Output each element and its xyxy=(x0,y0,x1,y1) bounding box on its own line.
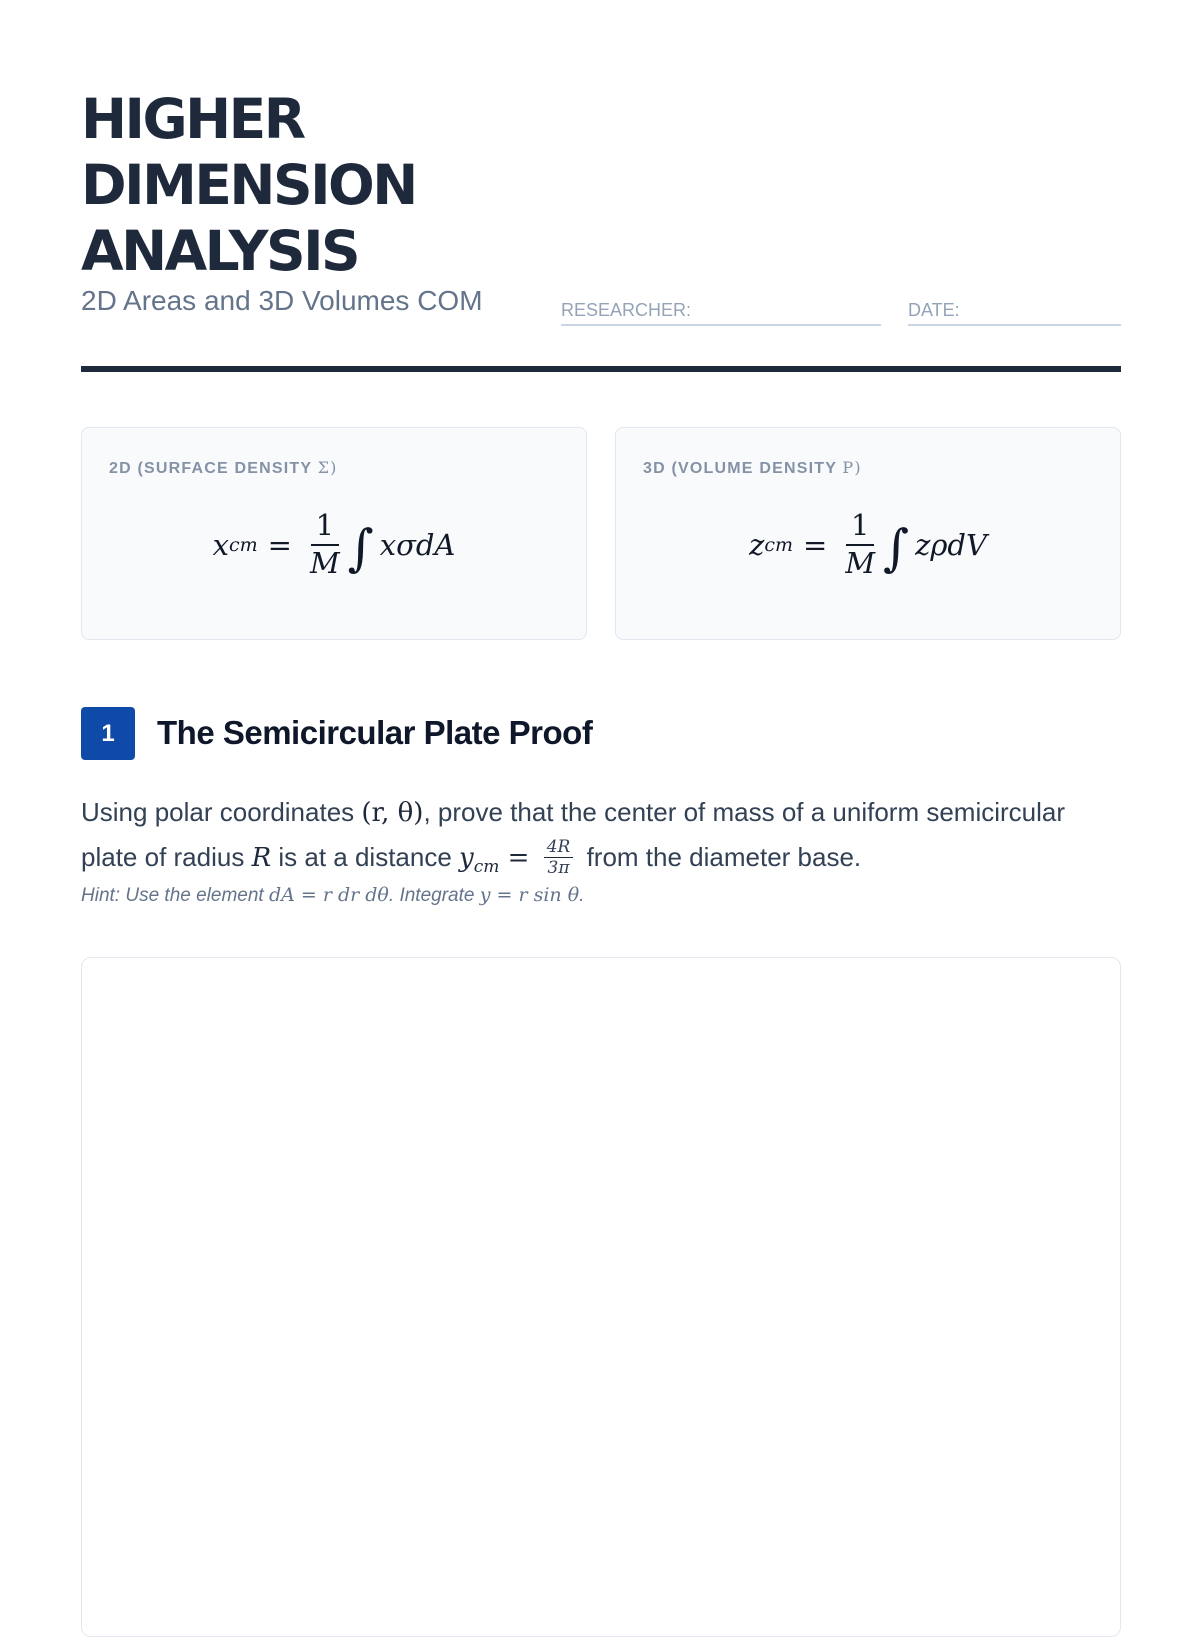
section-title: The Semicircular Plate Proof xyxy=(157,714,593,751)
researcher-field[interactable] xyxy=(561,294,881,326)
formula-fraction: $\frac{1}{M}$ xyxy=(845,508,876,580)
formula-integrand: zρdV xyxy=(915,527,987,562)
formula-lhs-var: z xyxy=(749,527,765,562)
surface-density-label: 2D (SURFACE DENSITY Σ) xyxy=(109,458,338,477)
surface-com-formula: x cm = $\frac{1}{M}$ ∫ xσdA xyxy=(212,508,456,580)
formula-lhs-var: x xyxy=(212,527,229,562)
answer-work-area[interactable] xyxy=(81,957,1121,1637)
header-divider xyxy=(81,366,1121,372)
volume-density-label: 3D (VOLUME DENSITY P) xyxy=(643,458,862,477)
formula-lhs-sub: cm xyxy=(764,533,794,556)
problem-statement: Using polar coordinates (r, θ), prove that the center of mass of a uniform semicircular plate of radius R is at a distance $y_{cm}$ = $\frac{4R}{3\pi}$ from the diameter base. xyxy=(81,797,1066,878)
answer-fraction: $\frac{4R}{3\pi}$ xyxy=(544,838,574,877)
integral-sign: ∫ xyxy=(347,518,374,577)
page-title: HIGHER DIMENSION ANALYSIS xyxy=(81,87,416,283)
volume-density-card xyxy=(615,427,1121,640)
hint-text: Hint: Use the element dA = r dr dθ. Integrate y = r sin θ. xyxy=(81,884,585,906)
volume-com-formula: z cm = $\frac{1}{M}$ ∫ zρdV xyxy=(749,508,987,580)
date-label: DATE: xyxy=(908,300,960,320)
formula-fraction: $\frac{1}{M}$ xyxy=(309,508,340,580)
integral-sign: ∫ xyxy=(883,518,910,577)
section-number-badge: 1 xyxy=(81,707,135,760)
date-field[interactable] xyxy=(908,294,1121,326)
formula-integrand: xσdA xyxy=(379,527,456,562)
researcher-label: RESEARCHER: xyxy=(561,300,692,320)
formula-lhs-sub: cm xyxy=(228,533,258,556)
page-subtitle: 2D Areas and 3D Volumes COM xyxy=(81,285,483,316)
surface-density-card xyxy=(81,427,587,640)
